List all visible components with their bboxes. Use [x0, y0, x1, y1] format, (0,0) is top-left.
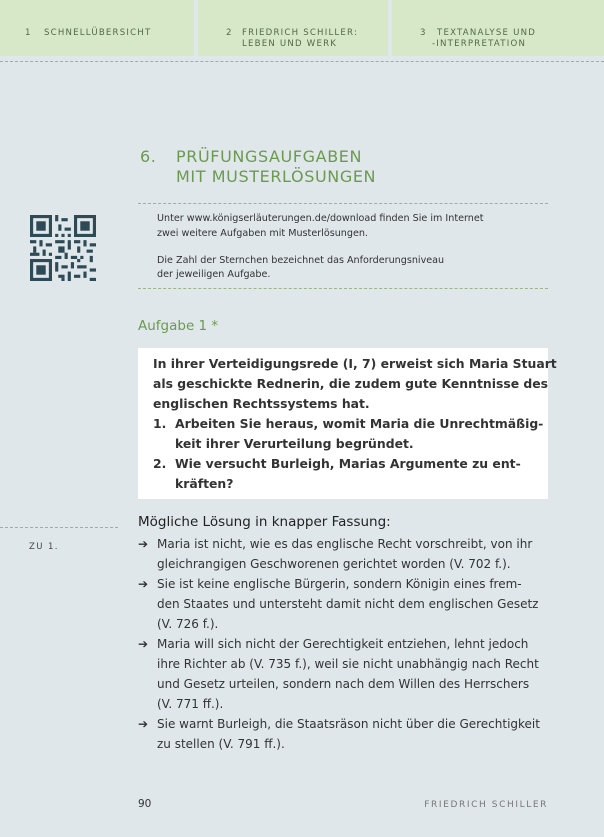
- chapter-title-line1: PRÜFUNGSAUFGABEN: [176, 147, 363, 166]
- tab-number: 2: [226, 28, 233, 38]
- solution-line: Maria will sich nicht der Gerechtigkeit entziehen, lehnt jedoch: [157, 637, 529, 651]
- task-text-line: englischen Rechtssystems hat.: [153, 396, 370, 411]
- margin-label: ZU 1.: [29, 542, 59, 552]
- chapter-title-line2: MIT MUSTERLÖSUNGEN: [176, 167, 377, 186]
- tab-divider: [0, 61, 604, 62]
- qr-code-icon: [30, 215, 96, 281]
- task-box: [138, 348, 557, 499]
- arrow-right-icon: ➔: [138, 537, 149, 551]
- info-line: Die Zahl der Sternchen bezeichnet das Anforderungsniveau: [157, 255, 445, 266]
- tab-textanalyse[interactable]: [392, 0, 604, 56]
- chapter-tabs: [0, 0, 604, 56]
- task-text-line: als geschickte Rednerin, die zudem gute Kenntnisse des: [153, 376, 549, 391]
- page-number: 90: [138, 798, 152, 810]
- margin-divider: [0, 527, 118, 528]
- tab-friedrich-schiller[interactable]: [198, 0, 388, 56]
- solution-line: Maria ist nicht, wie es das englische Recht vorschreibt, von ihr: [157, 537, 533, 551]
- tab-label-line2: LEBEN UND WERK: [242, 39, 338, 49]
- solution-line: ihre Richter ab (V. 735 f.), weil sie nicht unabhängig nach Recht: [157, 657, 539, 671]
- task-item-line: Arbeiten Sie heraus, womit Maria die Unrechtmäßig-: [175, 416, 544, 431]
- arrow-right-icon: ➔: [138, 637, 149, 651]
- task-item-line: Wie versucht Burleigh, Marias Argumente zu ent-: [175, 456, 521, 471]
- task-item-number: 2.: [153, 456, 167, 471]
- task-text-line: In ihrer Verteidigungsrede (I, 7) erweist sich Maria Stuart: [153, 356, 557, 371]
- arrow-right-icon: ➔: [138, 577, 149, 591]
- solution-line: den Staates und untersteht damit nicht dem englischen Gesetz: [157, 597, 539, 611]
- solution-title: Mögliche Lösung in knapper Fassung:: [138, 514, 391, 530]
- task-heading: Aufgabe 1 *: [138, 318, 219, 334]
- arrow-right-icon: ➔: [138, 717, 149, 731]
- solution-line: (V. 771 ff.).: [157, 697, 224, 711]
- solution-line: (V. 726 f.).: [157, 617, 219, 631]
- solution-line: Sie ist keine englische Bürgerin, sondern Königin eines frem-: [157, 577, 522, 591]
- solution-line: zu stellen (V. 791 ff.).: [157, 737, 285, 751]
- task-item-line: keit ihrer Verurteilung begründet.: [175, 436, 414, 451]
- tab-label: FRIEDRICH SCHILLER:: [242, 28, 359, 38]
- tab-label: TEXTANALYSE UND: [437, 28, 537, 38]
- tab-number: 3: [420, 28, 427, 38]
- solution-line: gleichrangigen Geschworenen gerichtet worden (V. 702 f.).: [157, 557, 511, 571]
- solution-line: Sie warnt Burleigh, die Staatsräson nicht über die Gerechtigkeit: [157, 717, 540, 731]
- running-footer: FRIEDRICH SCHILLER: [424, 800, 548, 810]
- divider: [138, 203, 548, 204]
- tab-label-line2: -INTERPRETATION: [432, 39, 527, 49]
- task-item-line: kräften?: [175, 476, 234, 491]
- info-line: zwei weitere Aufgaben mit Musterlösungen.: [157, 228, 368, 239]
- tab-number: 1: [25, 28, 32, 38]
- task-item-number: 1.: [153, 416, 167, 431]
- divider: [138, 288, 548, 289]
- tab-label: SCHNELLÜBERSICHT: [44, 28, 152, 38]
- info-line: der jeweiligen Aufgabe.: [157, 269, 271, 280]
- chapter-number: 6.: [140, 147, 157, 166]
- info-line: Unter www.königserläuterungen.de/download finden Sie im Internet: [157, 213, 484, 224]
- tab-schnelluebersicht[interactable]: [0, 0, 194, 56]
- solution-line: und Gesetz urteilen, sondern nach dem Willen des Herrschers: [157, 677, 530, 691]
